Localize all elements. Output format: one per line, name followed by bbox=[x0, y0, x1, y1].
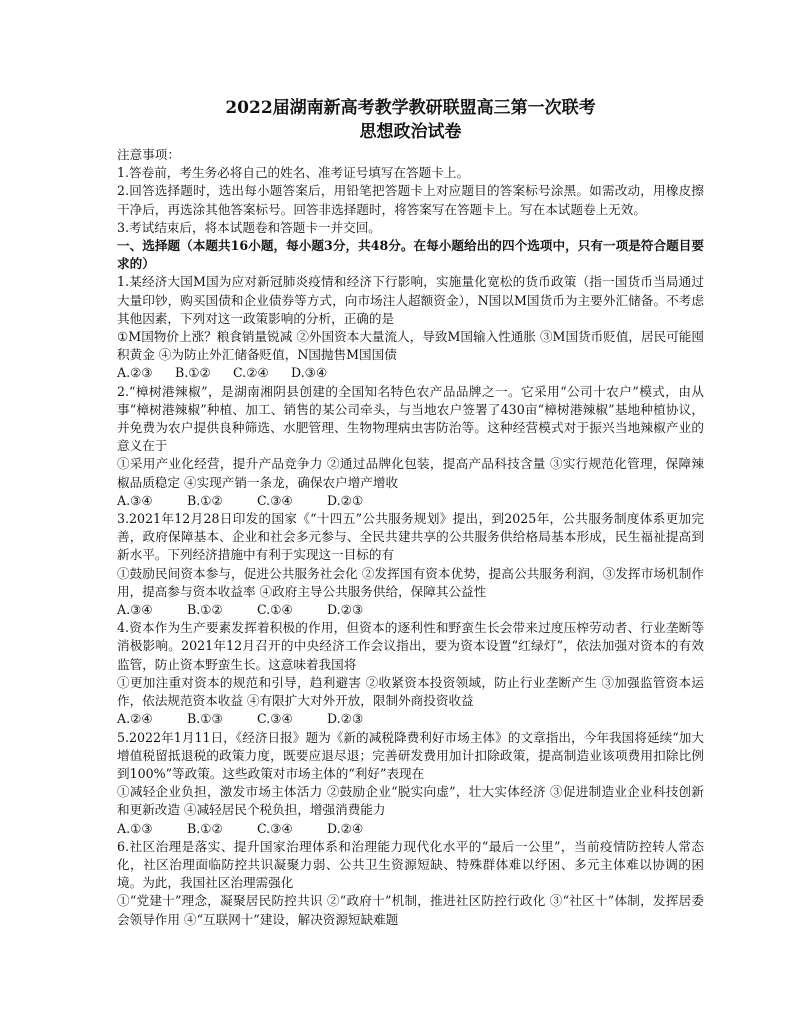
question-3-items: ①鼓励民间资本参与，促进公共服务社会化 ②发挥国有资本优势，提高公共服务利润，③发挥市场机制作用，提高参与资本收益率 ④政府主导公共服务供给，保障其公益性 bbox=[117, 565, 704, 599]
option-d: D.③④ bbox=[291, 365, 328, 381]
option-c: C.③④ bbox=[257, 492, 293, 508]
option-b: B.①② bbox=[187, 602, 223, 618]
option-b: B.①② bbox=[187, 820, 223, 836]
option-d: D.②③ bbox=[327, 711, 364, 727]
question-4-options bbox=[117, 710, 704, 728]
question-1-items: ①M国物价上涨？粮食销量锐减 ②外国资本大量流人，导致M国输入性通胀 ③M国货币贬值，居民可能囤积黄金 ④为防止外汇储备贬值，N国抛售M国国债 bbox=[117, 329, 704, 363]
question-6-items: ①“党建十”理念，凝聚居民防控共识 ②“政府十”机制，推进社区防控行政化 ③“社区十”体制，发挥居委会领导作用 ④“互联网十”建设，解决资源短缺难题 bbox=[117, 893, 704, 927]
question-3-stem: 3.2021年12月28日印发的国家《“十四五”公共服务规划》提出，到2025年，公共服务制度体系更加完善，政府保障基本、企业和社会多元参与、全民共建共享的公共服务供给格局基本形成，民生福祉提高到新水平。下列经济措施中有利于实现这一目标的有 bbox=[117, 511, 704, 563]
notice-item-2: 2.回答选择题时，选出每小题答案后，用铅笔把答题卡上对应题目的答案标号涂黑。如需改动，用橡皮擦干净后，再选涂其他答案标号。回答非选择题时，将答案写在答题卡上。写在本试题卷上无效。 bbox=[117, 183, 704, 217]
question-4-stem: 4.资本作为生产要素发挥着积极的作用，但资本的逐利性和野蛮生长会带来过度压榨劳动者、行业垄断等消极影响。2021年12月召开的中央经济工作会议指出，要为资本设置“红绿灯”，依法加强对资本的有效监管，防止资本野蛮生长。这意味着我国将 bbox=[117, 620, 704, 672]
option-d: D.②① bbox=[327, 492, 364, 508]
option-a: A.①③ bbox=[117, 820, 153, 836]
option-b: B.①② bbox=[175, 365, 211, 381]
option-c: C.②④ bbox=[233, 365, 269, 381]
option-c: C.③④ bbox=[257, 820, 293, 836]
option-d: D.②④ bbox=[327, 820, 364, 836]
option-a: A.②④ bbox=[117, 711, 153, 727]
question-2-items: ①采用产业化经营，提升产品竞争力 ②通过品牌化包装，提高产品科技含量 ③实行规范化管理，保障辣椒品质稳定 ④实现产销一条龙，确保农户增产增收 bbox=[117, 456, 704, 490]
question-1-stem: 1.某经济大国M国为应对新冠肺炎疫情和经济下行影响，实施量化宽松的货币政策（指一国货币当局通过大量印钞，购买国债和企业债券等方式，向市场注人超额资金），N国以M国货币为主要外汇储备。不考虑其他因素，下列对这一政策影响的分析，正确的是 bbox=[117, 274, 704, 326]
question-2-stem: 2.“樟树港辣椒”，是湖南湘阴县创建的全国知名特色农产品品牌之一。它采用“公司十农户”模式，由从事“樟树港辣椒”种植、加工、销售的某公司牵头，与当地农户签署了430亩“樟树港辣椒”基地种植协议，并免费为农户提供良种筛选、水肥管理、生物物理病虫害防治等。这种经营模式对于振兴当地辣椒产业的意义在于 bbox=[117, 383, 704, 454]
notice-item-1: 1.答卷前，考生务必将自己的姓名、准考证号填写在答题卡上。 bbox=[117, 165, 470, 181]
section-heading: 一、选择题（本题共16小题，每小题3分，共48分。在每小题给出的四个选项中，只有一项是符合题目要求的） bbox=[117, 238, 704, 272]
question-4-items: ①更加注重对资本的规范和引导，趋利避害 ②收紧资本投资领域，防止行业垄断产生 ③加强监管资本运作，依法规范资本收益 ④有限扩大对外开放，限制外商投资收益 bbox=[117, 674, 704, 709]
question-6-stem: 6.社区治理是落实、提升国家治理体系和治理能力现代化水平的“最后一公里”，当前疫情防控转人常态化，社区治理面临防控共识凝聚力弱、公共卫生资源短缺、特殊群体难以纾困、多元主体难以协调的困境。为此，我国社区治理需强化 bbox=[117, 838, 704, 891]
question-1-options bbox=[117, 364, 704, 382]
option-a: A.②③ bbox=[117, 365, 153, 381]
option-b: B.①③ bbox=[187, 711, 223, 727]
notice-item-3: 3.考试结束后，将本试题卷和答题卡一并交回。 bbox=[117, 219, 381, 235]
exam-subtitle: 思想政治试卷 bbox=[359, 122, 462, 142]
notice-heading: 注意事项： bbox=[117, 147, 180, 162]
option-c: C.③④ bbox=[257, 711, 293, 727]
option-a: A.③④ bbox=[117, 602, 153, 618]
option-a: A.③④ bbox=[117, 492, 153, 508]
question-5-options bbox=[117, 820, 704, 838]
exam-title: 2022届湖南新高考教学教研联盟高三第一次联考 bbox=[225, 98, 596, 118]
question-5-items: ①减轻企业负担，激发市场主体活力 ②鼓励企业“脱实向虚”，壮大实体经济 ③促进制造业企业科技创新和更新改造 ④减轻居民个税负担，增强消费能力 bbox=[117, 784, 704, 818]
option-b: B.①② bbox=[187, 492, 223, 508]
question-5-stem: 5.2022年1月11日，《经济日报》题为《新的减税降费利好市场主体》的文章指出，今年我国将延续“加大增值税留抵退税的政策力度，既要应退尽退；完善研发费用加计扣除政策，提高制造业该项费用扣除比例到100%”等政策。这些政策对市场主体的“利好”表现在 bbox=[117, 729, 704, 781]
question-2-options bbox=[117, 492, 704, 510]
option-c: C.①④ bbox=[257, 602, 293, 618]
option-d: D.②③ bbox=[327, 602, 364, 618]
question-3-options bbox=[117, 601, 704, 619]
